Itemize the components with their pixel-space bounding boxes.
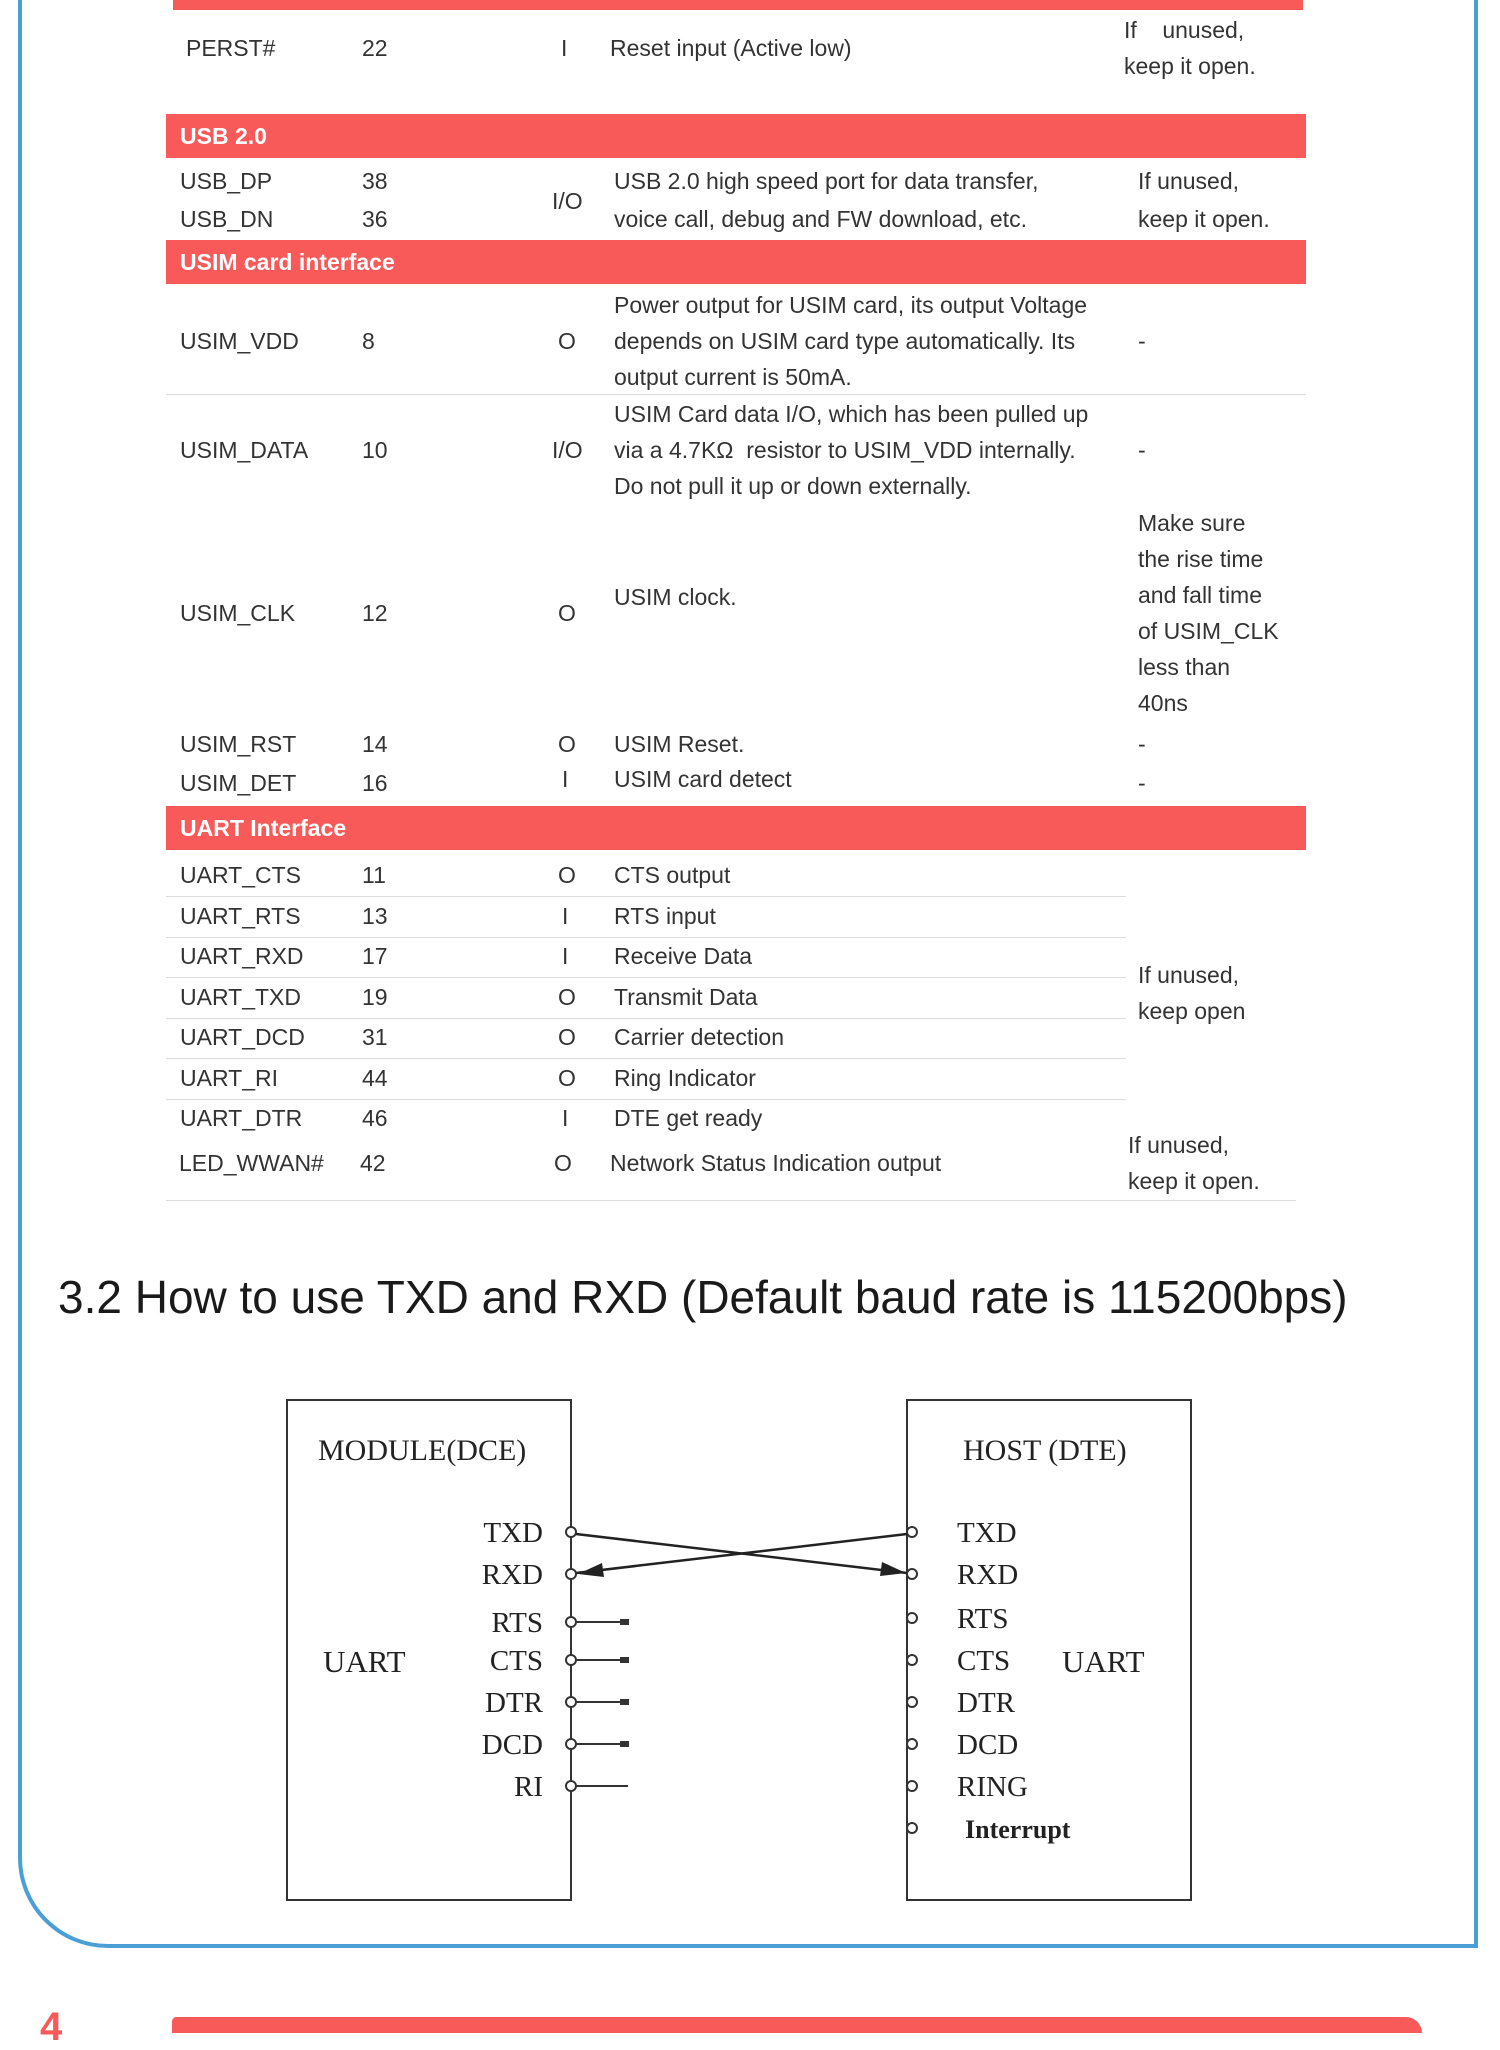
row-divider [166, 1018, 1126, 1019]
pin-note: If unused, [1138, 168, 1240, 194]
wire-arrowhead [578, 1563, 604, 1577]
host-pin-label: DCD [957, 1729, 1019, 1761]
module-title: MODULE(DCE) [318, 1434, 527, 1467]
table-top-bar [173, 0, 1303, 10]
module-pin-label: DTR [485, 1687, 543, 1719]
pin-description: Ring Indicator [614, 1064, 756, 1091]
host-pin-label: DTR [957, 1687, 1015, 1719]
pin-description: USIM Card data I/O, which has been pulled up [614, 401, 1089, 427]
row-divider [166, 1099, 1126, 1100]
stub-terminator [620, 1657, 629, 1663]
pin-io: I [562, 766, 569, 792]
uart-right-label: UART [1062, 1644, 1145, 1679]
pin-io: I [561, 35, 568, 61]
pin-number: 11 [362, 862, 386, 888]
pin-name: USIM_CLK [180, 600, 296, 626]
row-divider [166, 937, 1126, 938]
module-pin-terminal [566, 1697, 576, 1707]
row-divider [166, 1200, 1296, 1201]
pin-number: 16 [362, 770, 388, 796]
host-pin-terminal [907, 1781, 917, 1791]
pin-description: USIM clock. [614, 584, 737, 610]
module-pin-terminal [566, 1617, 576, 1627]
module-pin-label: RXD [481, 1559, 543, 1591]
uart-connection-diagram [0, 1380, 1500, 1920]
pin-description: USIM Reset. [614, 731, 745, 757]
host-pin-terminal [907, 1527, 917, 1537]
pin-description: Do not pull it up or down externally. [614, 473, 972, 499]
pin-note: keep it open. [1128, 1168, 1260, 1194]
pin-note: keep open [1138, 998, 1246, 1024]
host-pin-terminal [907, 1655, 917, 1665]
pin-description: USB 2.0 high speed port for data transfer, [614, 168, 1039, 194]
pin-name: UART_CTS [180, 862, 301, 888]
stub-terminator [620, 1741, 629, 1747]
module-pin-terminal [566, 1739, 576, 1749]
pin-note: Make sure [1138, 510, 1246, 536]
pin-description: via a 4.7KΩ resistor to USIM_VDD internally. [614, 437, 1076, 463]
pin-io: I [562, 943, 569, 969]
pin-description: CTS output [614, 862, 731, 888]
pin-name: LED_WWAN# [179, 1150, 324, 1176]
pin-io: O [558, 983, 576, 1010]
pin-name: UART_RTS [180, 902, 301, 929]
pin-note: of USIM_CLK [1138, 618, 1279, 644]
stub-terminator [620, 1699, 629, 1705]
module-pin-terminal [566, 1527, 576, 1537]
pin-note: the rise time [1138, 546, 1264, 572]
row-divider [166, 896, 1126, 897]
pin-io: O [558, 862, 576, 888]
host-pin-label: RXD [957, 1559, 1019, 1591]
pin-number: 14 [362, 731, 388, 757]
pin-name: UART_DCD [180, 1024, 305, 1050]
section-header-usb: USB 2.0 [166, 114, 1306, 158]
uart-left-label: UART [323, 1644, 406, 1679]
pin-description: voice call, debug and FW download, etc. [614, 206, 1027, 232]
host-pin-terminal [907, 1569, 917, 1579]
pin-number: 42 [360, 1150, 386, 1176]
host-pin-terminal [907, 1823, 917, 1833]
pin-description: Network Status Indication output [610, 1150, 942, 1176]
section-heading: 3.2 How to use TXD and RXD (Default baud rate is 115200bps) [58, 1271, 1348, 1323]
pin-io: I [562, 902, 569, 929]
pin-description: Carrier detection [614, 1024, 785, 1050]
host-pin-label: CTS [957, 1645, 1011, 1677]
pin-note: If unused, [1138, 962, 1240, 988]
pin-number: 46 [362, 1105, 388, 1131]
host-pin-terminal [907, 1739, 917, 1749]
pin-io: O [554, 1150, 572, 1176]
pin-name: USIM_VDD [180, 328, 299, 354]
pin-note: - [1138, 731, 1146, 757]
host-pin-label: TXD [957, 1517, 1017, 1549]
pin-io: O [558, 1064, 576, 1091]
pin-description: USIM card detect [614, 766, 792, 792]
pin-description: DTE get ready [614, 1105, 763, 1131]
pin-description: depends on USIM card type automatically. Its [614, 328, 1076, 354]
section-header-usim: USIM card interface [166, 240, 1306, 284]
row-divider [166, 1058, 1126, 1059]
module-pin-terminal [566, 1655, 576, 1665]
pin-name: USIM_DATA [180, 437, 309, 463]
next-page-bar [172, 2017, 1422, 2033]
host-pin-terminal [907, 1697, 917, 1707]
pin-note: - [1138, 437, 1146, 463]
pin-io: O [558, 1024, 576, 1050]
pin-note: 40ns [1138, 690, 1188, 716]
row-divider [166, 977, 1126, 978]
pin-note: If unused, [1124, 17, 1245, 43]
page-number: 4 [40, 2005, 63, 2049]
pin-description: Power output for USIM card, its output Voltage [614, 292, 1088, 318]
pin-note: - [1138, 770, 1146, 796]
pin-number: 38 [362, 168, 388, 194]
host-pin-label: RTS [957, 1603, 1009, 1635]
pin-number: 17 [362, 943, 388, 969]
pin-number: 44 [362, 1064, 388, 1091]
pin-number: 8 [362, 328, 375, 354]
module-pin-label: RTS [491, 1607, 543, 1639]
pin-number: 19 [362, 983, 388, 1010]
pin-name: UART_TXD [180, 983, 301, 1010]
pin-io: O [558, 731, 576, 757]
pin-number: 13 [362, 902, 388, 929]
pin-note: keep it open. [1124, 53, 1256, 79]
pin-note: - [1138, 328, 1146, 354]
host-title: HOST (DTE) [963, 1434, 1127, 1467]
pin-description: Transmit Data [614, 983, 758, 1010]
pin-number: 36 [362, 206, 388, 232]
wire-arrowhead [880, 1562, 906, 1576]
pin-name: USIM_DET [180, 770, 297, 796]
pin-name: USB_DP [180, 168, 273, 194]
pin-name: UART_DTR [180, 1105, 303, 1131]
row-divider [166, 394, 1306, 395]
pin-io: I/O [552, 188, 583, 214]
pin-name: PERST# [186, 35, 276, 61]
pin-name: UART_RXD [180, 943, 304, 969]
pin-io: O [558, 328, 576, 354]
pin-number: 22 [362, 35, 388, 61]
pin-number: 10 [362, 437, 388, 463]
pin-number: 31 [362, 1024, 388, 1050]
pin-description: RTS input [614, 902, 716, 929]
pin-io: O [558, 600, 576, 626]
pin-name: USIM_RST [180, 731, 297, 757]
pin-note: less than [1138, 654, 1231, 680]
module-pin-terminal [566, 1781, 576, 1791]
pin-name: USB_DN [180, 206, 274, 232]
module-pin-label: CTS [489, 1645, 543, 1677]
module-pin-label: DCD [481, 1729, 543, 1761]
pin-description: output current is 50mA. [614, 364, 852, 390]
host-pin-terminal [907, 1613, 917, 1623]
pin-note: keep it open. [1138, 206, 1270, 232]
pin-number: 12 [362, 600, 388, 626]
module-pin-terminal [566, 1569, 576, 1579]
host-pin-label: RING [957, 1771, 1028, 1803]
section-header-uart: UART Interface [166, 806, 1306, 850]
module-pin-label: RI [514, 1771, 543, 1803]
pin-io: I [562, 1105, 569, 1131]
module-pin-label: TXD [483, 1517, 543, 1549]
pin-description: Reset input (Active low) [610, 35, 852, 61]
pin-io: I/O [552, 437, 583, 463]
pin-description: Receive Data [614, 943, 753, 969]
host-pin-label: Interrupt [965, 1815, 1071, 1844]
pin-note: and fall time [1138, 582, 1263, 608]
pin-name: UART_RI [180, 1064, 278, 1091]
pin-note: If unused, [1128, 1132, 1230, 1158]
stub-terminator [620, 1619, 629, 1625]
